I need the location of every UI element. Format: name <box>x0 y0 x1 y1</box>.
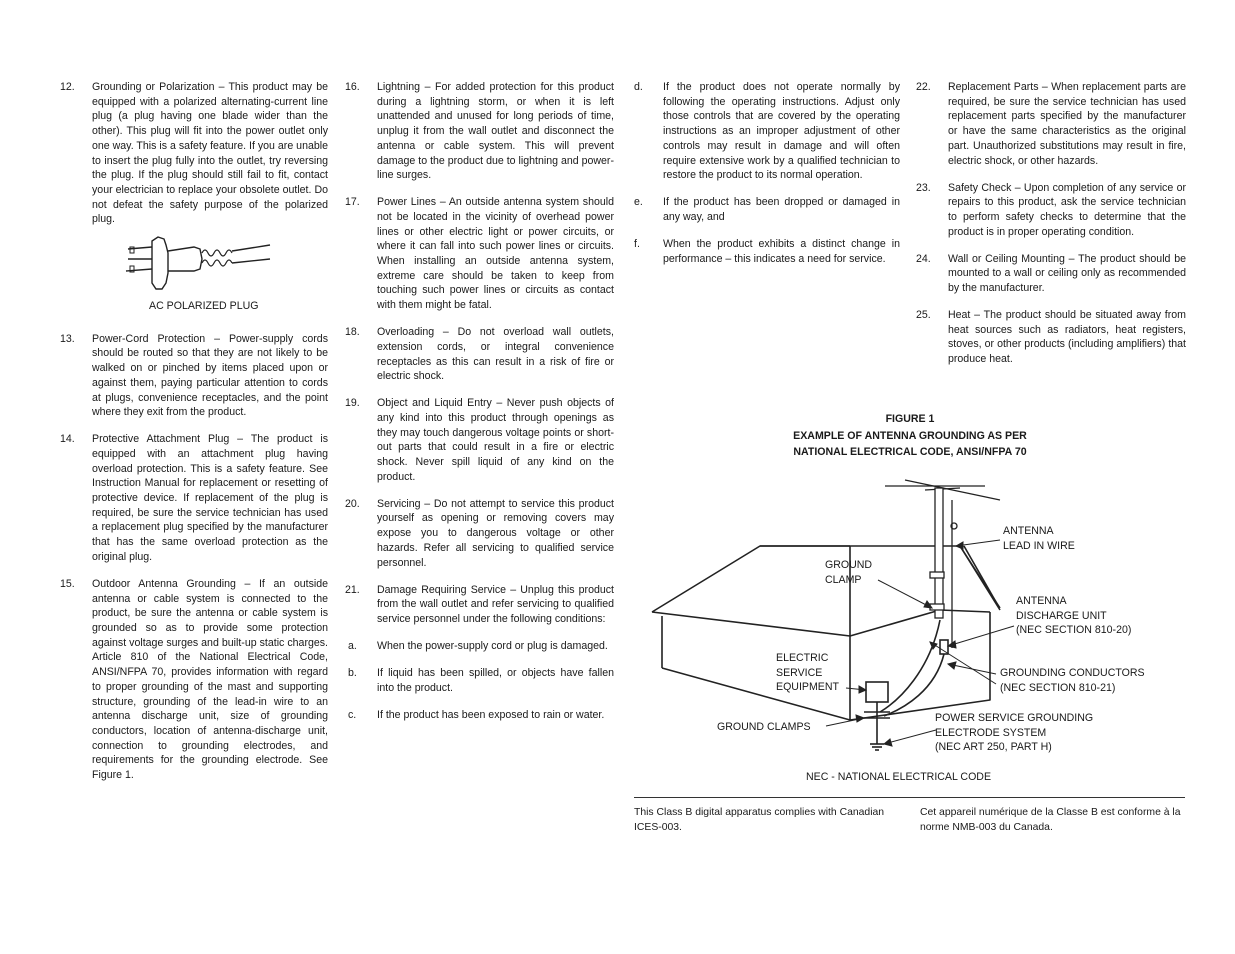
label-antenna-lead-in <box>1003 524 1075 553</box>
item-text: Outdoor Antenna Grounding – If an outside antenna or cable system is connected to the product, be sure the antenna or cable system is grounded so as to provide some protection against voltage surges and built-up static charges. Article 810 of the National Electrical Code, ANSI/NFPA 70, provides information with regard to proper grounding of the mast and supporting structure, grounding of the lead-in wire to an antenna discharge unit, size of grounding conductors, location of antenna-discharge unit, connection to grounding electrodes, and requirements for the grounding electrode. See Figure 1. <box>92 577 328 782</box>
label-line: POWER SERVICE GROUNDING <box>935 712 1094 724</box>
label-line: ELECTRODE SYSTEM <box>935 726 1047 739</box>
item-number: 17. <box>345 196 360 209</box>
item-text: Lightning – For added protection for this product during a lightning storm, or when it is left unattended and unused for long periods of time, unplug it from the wall outlet and disconnect the antenna or cable system. This will prevent damage to the product due to lightning and power-line surges. <box>377 81 614 182</box>
item-text: Safety Check – Upon completion of any service or repairs to this product, ask the service technician to perform safety checks to determine that the product is in proper operating condition. <box>948 181 1186 238</box>
item-number: 23. <box>916 181 931 194</box>
label-line: (NEC SECTION 810-20) <box>1016 624 1132 637</box>
item-number: 12. <box>60 81 75 93</box>
item-text: Replacement Parts – When replacement parts are required, be sure the service technician has used replacement parts specified by the manufacturer or have the same characteristics as the original part. Unauthorized substitutions may result in fire, electric shock, or other hazards. <box>948 81 1186 167</box>
item-letter: d. <box>634 81 643 93</box>
item-number: 15. <box>60 577 75 590</box>
label-discharge-unit <box>1016 594 1131 638</box>
label-grounding-conductors <box>1000 666 1145 695</box>
label-power-service <box>935 711 1093 755</box>
item-number: 22. <box>916 81 931 93</box>
item-letter: e. <box>634 196 643 209</box>
label-line: GROUNDING CONDUCTORS <box>1000 667 1145 679</box>
item-text: If the product does not operate normally by following the operating instructions. Adjust only those controls that are covered by the operating instructions as an improper adjustment of other controls may result in damage and will often require extensive work by a qualified technician to restore the product to its normal operation. <box>663 81 900 182</box>
figure-title-line-3: NATIONAL ELECTRICAL CODE, ANSI/NFPA 70 <box>793 446 1027 458</box>
label-line: DISCHARGE UNIT <box>1016 609 1107 622</box>
label-line: SERVICE <box>776 666 823 679</box>
item-number: 25. <box>916 309 931 322</box>
label-electric-service <box>776 651 839 695</box>
antenna-icon <box>885 480 1000 648</box>
figure-title-line-1: FIGURE 1 <box>885 413 935 425</box>
item-number: 18. <box>345 326 360 339</box>
label-line: ANTENNA <box>1016 595 1067 607</box>
item-text: If liquid has been spilled, or objects have fallen into the product. <box>377 666 614 694</box>
label-line: LEAD IN WIRE <box>1003 539 1075 552</box>
item-text: Grounding or Polarization – This product may be equipped with a polarized alternating-current line plug (a plug having one blade wider than the other). This plug will fit into the power outlet only one way. This is a safety feature. If you are unable to insert the plug fully into the outlet, try reversing the plug. If the plug should still fail to fit, contact your electrician to replace your obsolete outlet. Do not defeat the safety purpose of the polarized plug. <box>92 81 328 226</box>
item-text: When the power-supply cord or plug is damaged. <box>377 639 608 652</box>
item-number: 21. <box>345 583 360 596</box>
item-text: Power Lines – An outside antenna system should not be located in the vicinity of overhead power lines or other electric light or power circuits, or where it can fall into such power lines or circuits. When installing an outside antenna system, extreme care should be taken to keep from touching such power lines or circuits as contact with them might be fatal. <box>377 196 614 312</box>
item-number: 19. <box>345 397 360 410</box>
item-text: Protective Attachment Plug – The product is equipped with an attachment plug having overload protection. This is a safety feature. See Instruction Manual for replacement or resetting of protective device. If replacement of the plug is required, be sure the service technician has used a replacement plug specified by the manufacturer that has the same overload protection as the original plug. <box>92 433 328 563</box>
item-letter: a. <box>348 639 357 652</box>
divider <box>634 797 1185 798</box>
item-number: 13. <box>60 332 75 345</box>
label-line: EQUIPMENT <box>776 681 839 694</box>
label-line: ELECTRIC <box>776 652 829 664</box>
label-line: (NEC SECTION 810-21) <box>1000 681 1116 694</box>
item-text: If the product has been exposed to rain or water. <box>377 708 605 721</box>
item-text: Damage Requiring Service – Unplug this product from the wall outlet and refer servicing to qualified service personnel under the following conditions: <box>377 583 614 625</box>
item-letter: f. <box>634 237 640 250</box>
item-number: 16. <box>345 81 360 93</box>
item-text: Power-Cord Protection – Power-supply cords should be routed so that they are not likely to be walked on or pinched by items placed upon or against them, paying particular attention to cords at plugs, convenience receptacles, and the point where they exit from the product. <box>92 332 328 419</box>
item-text: Object and Liquid Entry – Never push objects of any kind into this product through openings as they may touch dangerous voltage points or short-out parts that could result in a fire or electric shock. Never spill liquid of any kind on the product. <box>377 397 614 483</box>
item-text: Servicing – Do not attempt to service this product yourself as opening or removing covers may expose you to dangerous voltage or other hazards. Refer all servicing to qualified service personnel. <box>377 497 614 569</box>
item-number: 14. <box>60 433 75 446</box>
footer-french: Cet appareil numérique de la Classe B est conforme à la norme NMB-003 du Canada. <box>920 807 1181 833</box>
item-number: 24. <box>916 252 931 265</box>
label-line: CLAMP <box>825 573 862 586</box>
figure-title-line-2: EXAMPLE OF ANTENNA GROUNDING AS PER <box>793 429 1027 442</box>
item-text: Overloading – Do not overload wall outlets, extension cords, or integral convenience receptacles as this can result in a risk of fire or electric shock. <box>377 326 614 383</box>
label-ground-clamp <box>825 558 872 587</box>
item-text: Wall or Ceiling Mounting – The product should be mounted to a wall or ceiling only as recommended by the manufacturer. <box>948 252 1186 295</box>
item-letter: b. <box>348 666 357 679</box>
label-line: GROUND <box>825 559 873 571</box>
item-letter: c. <box>348 708 357 721</box>
nec-caption: NEC - NATIONAL ELECTRICAL CODE <box>806 771 992 783</box>
item-number: 20. <box>345 497 360 510</box>
label-ground-clamps: GROUND CLAMPS <box>717 721 811 733</box>
item-text: When the product exhibits a distinct change in performance – this indicates a need for service. <box>663 237 900 265</box>
plug-caption: AC POLARIZED PLUG <box>149 300 259 313</box>
label-line: ANTENNA <box>1003 525 1054 537</box>
footer-english: This Class B digital apparatus complies with Canadian ICES-003. <box>634 807 885 833</box>
label-line: (NEC ART 250, PART H) <box>935 741 1052 754</box>
item-text: Heat – The product should be situated away from heat sources such as radiators, heat registers, stoves, or other products (including amplifiers) that produce heat. <box>948 309 1186 366</box>
item-text: If the product has been dropped or damaged in any way, and <box>663 196 900 223</box>
